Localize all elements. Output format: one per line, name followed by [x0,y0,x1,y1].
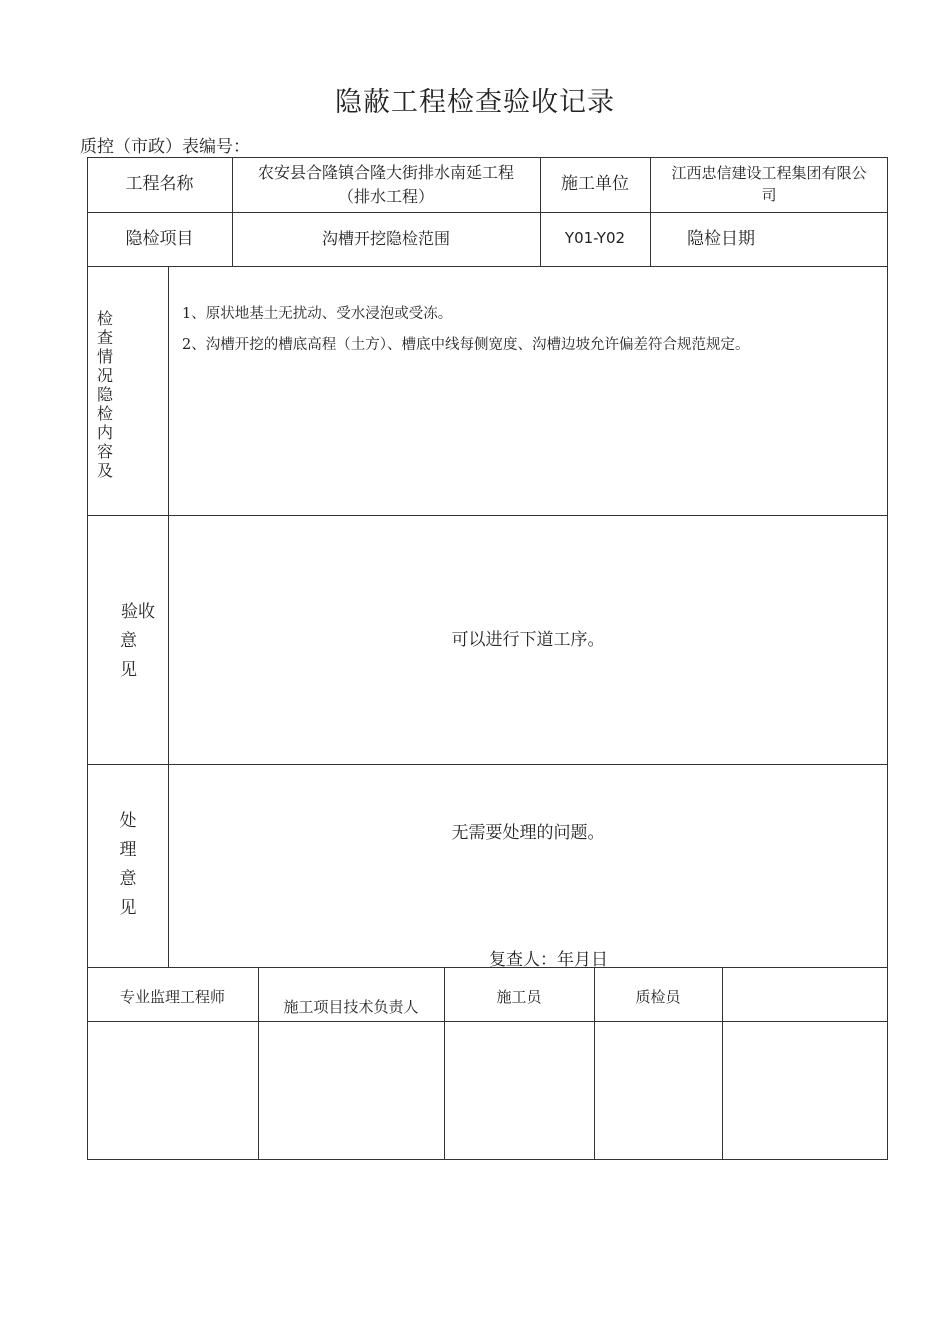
contractor-label: 施工单位 [561,174,629,195]
review-signature: 复查人：年月日 [489,950,608,970]
supervisor-signature-box [87,1021,258,1160]
document-title: 隐蔽工程检查验收记录 [335,87,615,118]
handling-label [113,807,143,923]
form-number-label: 质控（市政）表编号： [80,137,250,157]
extra-signature-box [722,1021,888,1160]
inspection-range-value: Y01-Y02 [564,229,626,248]
extra-header [722,967,888,1021]
inspection-date-label: 隐检日期 [687,228,755,249]
handling-label-line4: 见 [119,898,137,918]
inspection-content-label: 检查情况隐检内容及 [96,309,113,480]
inspection-item-1: 1、原状地基土无扰动、受水浸泡或受冻。 [182,306,453,322]
worker-header: 施工员 [496,988,542,1006]
handling-opinion: 无需要处理的问题。 [451,822,605,843]
acceptance-label [113,598,163,685]
tech-lead-signature-box [258,1021,444,1160]
supervisor-header: 专业监理工程师 [119,988,225,1006]
col-divider [168,266,169,967]
worker-signature-box [444,1021,594,1160]
inspector-header: 质检员 [635,988,681,1006]
inspector-signature-box [594,1021,722,1160]
contractor-line2: 司 [761,185,777,204]
row-divider [87,515,888,516]
project-name-label: 工程名称 [125,174,194,195]
inspection-item-value: 沟槽开挖隐检范围 [321,229,450,249]
handling-label-line1: 处 [119,811,137,831]
inspection-item-label: 隐检项目 [125,228,194,249]
acceptance-opinion: 可以进行下道工序。 [451,629,605,650]
acceptance-label-line3: 见 [120,660,137,680]
inspection-item-2: 2、沟槽开挖的槽底高程（土方）、槽底中线每侧宽度、沟槽边坡允许偏差符合规范规定。 [182,337,750,353]
contractor-value [650,157,888,212]
project-name-line2: （排水工程） [337,186,434,206]
handling-label-line3: 意 [119,869,137,889]
project-name-value [232,157,540,212]
acceptance-label-line1: 验收 [121,602,155,622]
row-divider [87,266,888,267]
project-name-line1: 农安县合隆镇合隆大街排水南延工程 [257,163,514,183]
contractor-line1: 江西忠信建设工程集团有限公 [671,163,867,182]
row-divider [87,764,888,765]
acceptance-label-line2: 意 [120,631,137,651]
tech-lead-header: 施工项目技术负责人 [283,998,419,1017]
handling-label-line2: 理 [119,840,137,860]
